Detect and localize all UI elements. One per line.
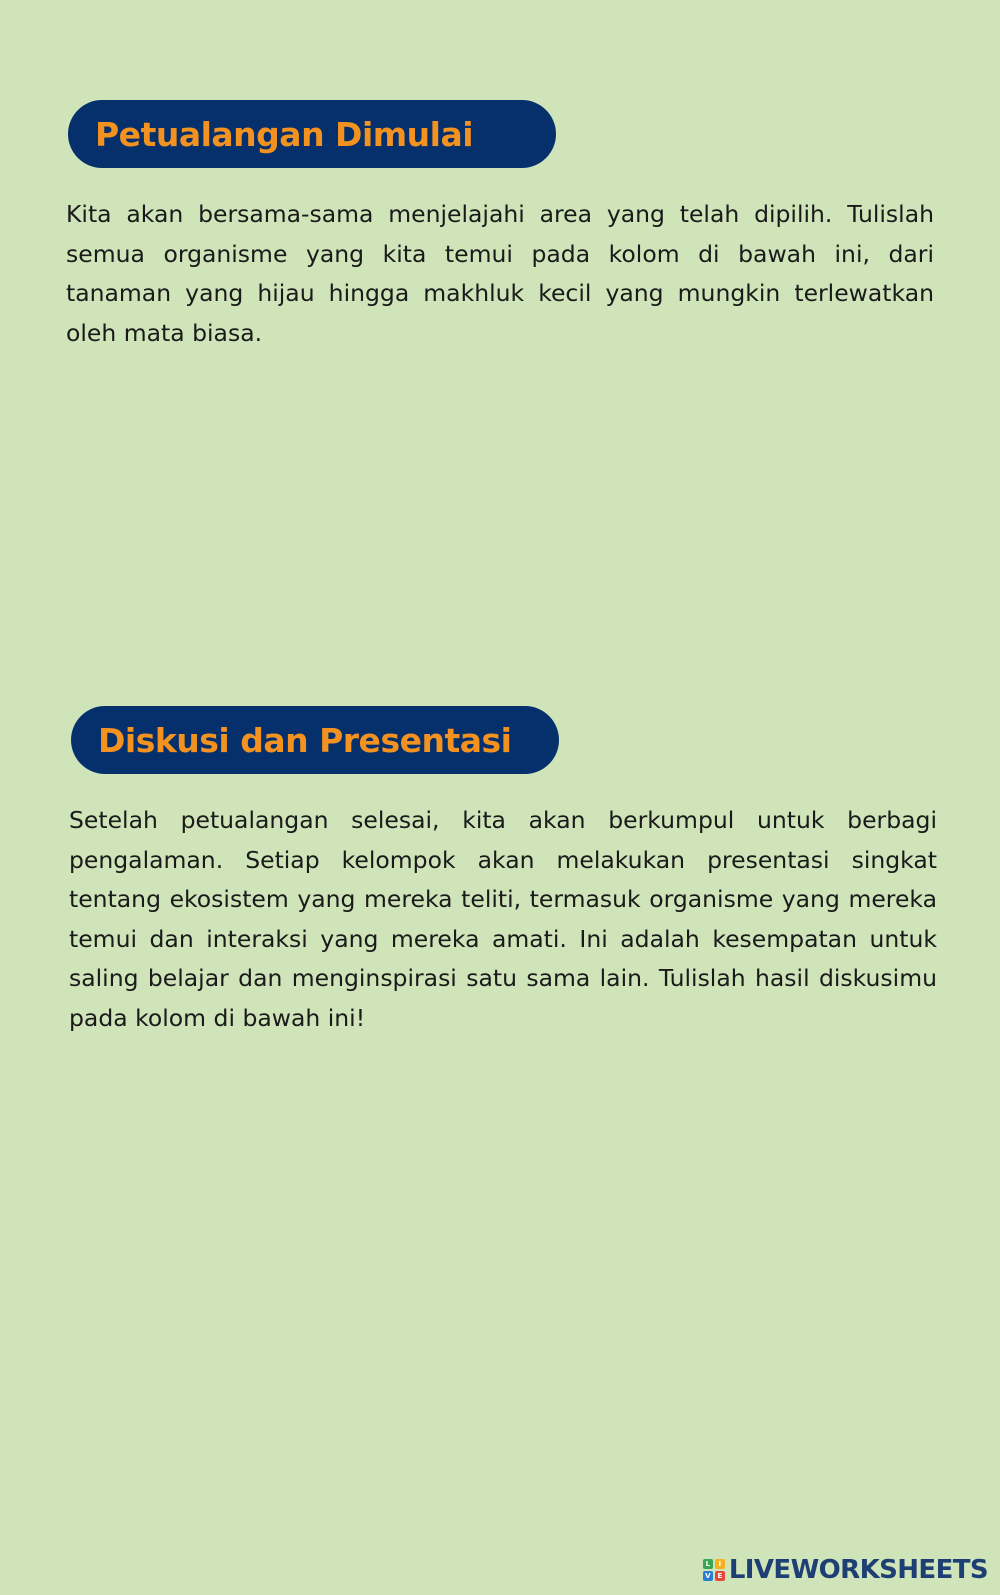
- section-title: Petualangan Dimulai: [95, 114, 474, 154]
- liveworksheets-logo: [703, 1555, 988, 1585]
- section-title-badge: [68, 100, 556, 168]
- section-title-badge: [71, 706, 559, 774]
- section-body-text: Setelah petualangan selesai, kita akan berkumpul untuk berbagi pengalaman. Setiap kelompok akan melakukan presentasi singkat tentang ekosistem yang mereka teliti, termasuk organisme yang mereka temui dan interaksi yang mereka amati. Ini adalah kesempatan untuk saling belajar dan menginspirasi satu sama lain. Tulislah hasil diskusimu pada kolom di bawah ini!: [69, 806, 937, 1032]
- section-body-text: Kita akan bersama-sama menjelajahi area yang telah dipilih. Tulislah semua organisme yang kita temui pada kolom di bawah ini, dari tanaman yang hijau hingga makhluk kecil yang mungkin terlewatkan oleh mata biasa.: [66, 200, 934, 347]
- section-title: Diskusi dan Presentasi: [98, 720, 512, 760]
- liveworksheets-logo-icon: L I V E: [703, 1559, 725, 1581]
- liveworksheets-logo-text: LIVEWORKSHEETS: [728, 1555, 988, 1585]
